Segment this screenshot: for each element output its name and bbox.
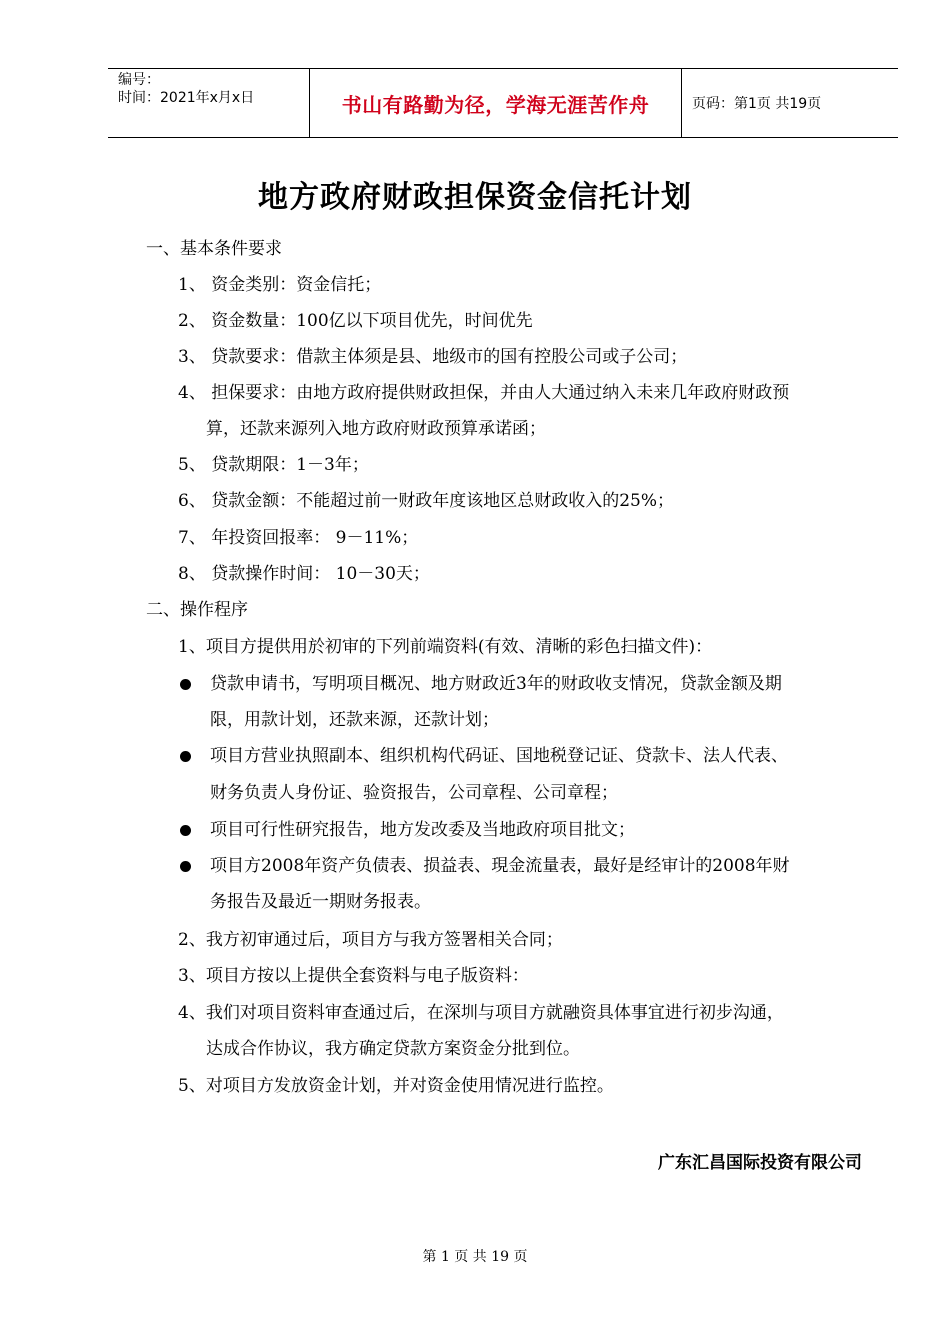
bullet-item: 项目方营业执照副本、组织机构代码证、国地税登记证、贷款卡、法人代表、 <box>210 746 788 766</box>
bullet-icon <box>180 679 191 690</box>
company-name: 广东汇昌国际投资有限公司 <box>658 1153 862 1173</box>
step-item-continuation: 达成合作协议，我方确定贷款方案资金分批到位。 <box>206 1039 580 1059</box>
bullet-item-continuation: 务报告及最近一期财务报表。 <box>210 892 431 912</box>
bullet-item: 贷款申请书，写明项目概况、地方财政近3年的财政收支情况，贷款金额及期 <box>210 674 782 694</box>
list-item: 6、 贷款金额：不能超过前一财政年度该地区总财政收入的25%； <box>178 491 675 511</box>
time-label: 时间：2021年x月x日 <box>118 90 255 106</box>
list-item: 7、 年投资回报率： 9－11%； <box>178 528 419 548</box>
step-item: 5、对项目方发放资金计划，并对资金使用情况进行监控。 <box>178 1076 614 1096</box>
bullet-item: 项目可行性研究报告，地方发改委及当地政府项目批文； <box>210 820 635 840</box>
bullet-icon <box>180 751 191 762</box>
list-item: 5、 贷款期限：1－3年； <box>178 455 369 475</box>
step-item: 1、项目方提供用於初审的下列前端资料(有效、清晰的彩色扫描文件)： <box>178 637 713 657</box>
list-item: 2、 资金数量：100亿以下项目优先，时间优先 <box>178 311 533 331</box>
motto: 书山有路勤为径，学海无涯苦作舟 <box>310 69 682 137</box>
document-title: 地方政府财政担保资金信托计划 <box>258 180 692 215</box>
bullet-item-continuation: 限，用款计划，还款来源，还款计划； <box>210 710 499 730</box>
step-item: 2、我方初审通过后，项目方与我方签署相关合同； <box>178 930 563 950</box>
number-label: 编号： <box>118 72 160 88</box>
step-item: 3、项目方按以上提供全套资料与电子版资料： <box>178 966 529 986</box>
list-item: 3、 贷款要求：借款主体须是县、地级市的国有控股公司或子公司； <box>178 347 688 367</box>
bullet-icon <box>180 825 191 836</box>
list-item: 8、 贷款操作时间： 10－30天； <box>178 564 430 584</box>
header-table <box>108 68 898 138</box>
section-heading-2: 二、操作程序 <box>146 600 248 620</box>
list-item-continuation: 算，还款来源列入地方政府财政预算承诺函； <box>206 419 546 439</box>
page-footer: 第 1 页 共 19 页 <box>422 1249 528 1265</box>
bullet-item: 项目方2008年资产负债表、损益表、現金流量表，最好是经审计的2008年财 <box>210 856 790 876</box>
page-info: 页码：第1页 共19页 <box>692 96 822 112</box>
header-meta-cell <box>108 69 310 137</box>
bullet-icon <box>180 861 191 872</box>
section-heading-1: 一、基本条件要求 <box>146 239 282 259</box>
list-item: 4、 担保要求：由地方政府提供财政担保，并由人大通过纳入未来几年政府财政预 <box>178 383 790 403</box>
step-item: 4、我们对项目资料审查通过后，在深圳与项目方就融资具体事宜进行初步沟通， <box>178 1003 784 1023</box>
list-item: 1、 资金类别：资金信托； <box>178 275 382 295</box>
bullet-item-continuation: 财务负责人身份证、验资报告，公司章程、公司章程； <box>210 783 618 803</box>
